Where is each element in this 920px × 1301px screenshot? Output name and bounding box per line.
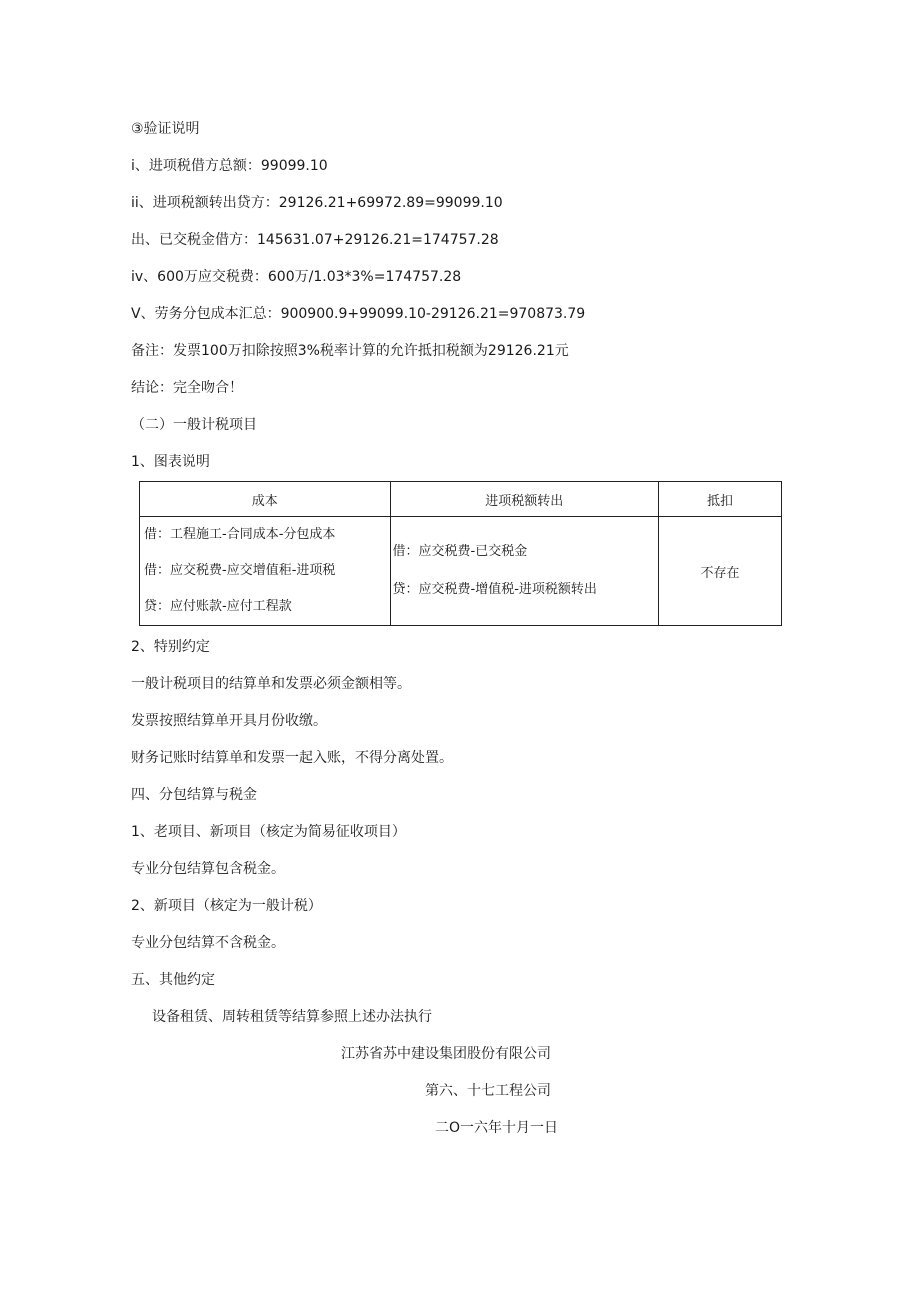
table-header-cost: 成本 — [140, 482, 391, 517]
cost-line: 借：工程施工-合同成本-分包成本 — [144, 527, 336, 542]
general-heading: （二）一般计税项目 — [131, 417, 257, 433]
table-row — [140, 517, 782, 626]
section5-text: 设备租赁、周转租赁等结算参照上述办法执行 — [152, 1009, 432, 1025]
special-item: 财务记账时结算单和发票一起入账，不得分离处置。 — [131, 750, 453, 766]
accounting-table — [139, 481, 782, 626]
special-item: 一般计税项目的结算单和发票必须金额相等。 — [131, 676, 411, 692]
table-header-deduct: 抵扣 — [658, 482, 781, 517]
special-item: 发票按照结算单开具月份收缴。 — [131, 713, 327, 729]
deduct-cell: 不存在 — [658, 517, 781, 626]
section4-sub2-text: 专业分包结算不含税金。 — [131, 935, 285, 951]
section4-heading: 四、分包结算与税金 — [131, 787, 257, 803]
transfer-line: 借：应交税费-已交税金 — [392, 544, 528, 559]
table-header-row — [140, 482, 782, 517]
section4-sub1-text: 专业分包结算包含税金。 — [131, 861, 285, 877]
verification-item: iv、600万应交税费：600万/1.03*3%=174757.28 — [131, 269, 462, 285]
cost-line: 借：应交税费-应交增值秬-进项税 — [144, 563, 336, 578]
signature-branch: 第六、十七工程公司 — [425, 1083, 551, 1099]
verification-item: 出、已交税金借方：145631.07+29126.21=174757.28 — [131, 232, 499, 248]
cost-cell — [140, 517, 391, 626]
section5-heading: 五、其他约定 — [131, 972, 215, 988]
verification-item: i、进项税借方总额：99099.10 — [131, 158, 328, 174]
section4-sub2: 2、新项目（核定为一般计税） — [131, 898, 322, 914]
transfer-line: 贷：应交税费-增值税-进项税额转出 — [392, 582, 597, 597]
verification-conclusion: 结论：完全吻合！ — [131, 380, 243, 396]
table-header-transfer: 进项税额转出 — [390, 482, 658, 517]
signature-company: 江苏省苏中建设集团股份有限公司 — [341, 1046, 551, 1062]
chart-heading: 1、图表说明 — [131, 454, 210, 470]
transfer-cell — [390, 517, 658, 626]
verification-note: 备注：发票100万扣除按照3%税率计算的允许抵扣税额为29126.21元 — [131, 343, 569, 359]
verification-item: V、劳务分包成本汇总：900900.9+99099.10-29126.21=970873.79 — [131, 306, 586, 322]
section4-sub1: 1、老项目、新项目（核定为简易征收项目） — [131, 824, 406, 840]
cost-line: 贷：应付账款-应付工程款 — [144, 599, 292, 614]
signature-date: 二O一六年十月一日 — [435, 1120, 559, 1136]
special-heading: 2、特别约定 — [131, 639, 210, 655]
verification-item: ii、进项税额转出贷方：29126.21+69972.89=99099.10 — [131, 195, 503, 211]
verification-heading: ③验证说明 — [131, 121, 200, 137]
